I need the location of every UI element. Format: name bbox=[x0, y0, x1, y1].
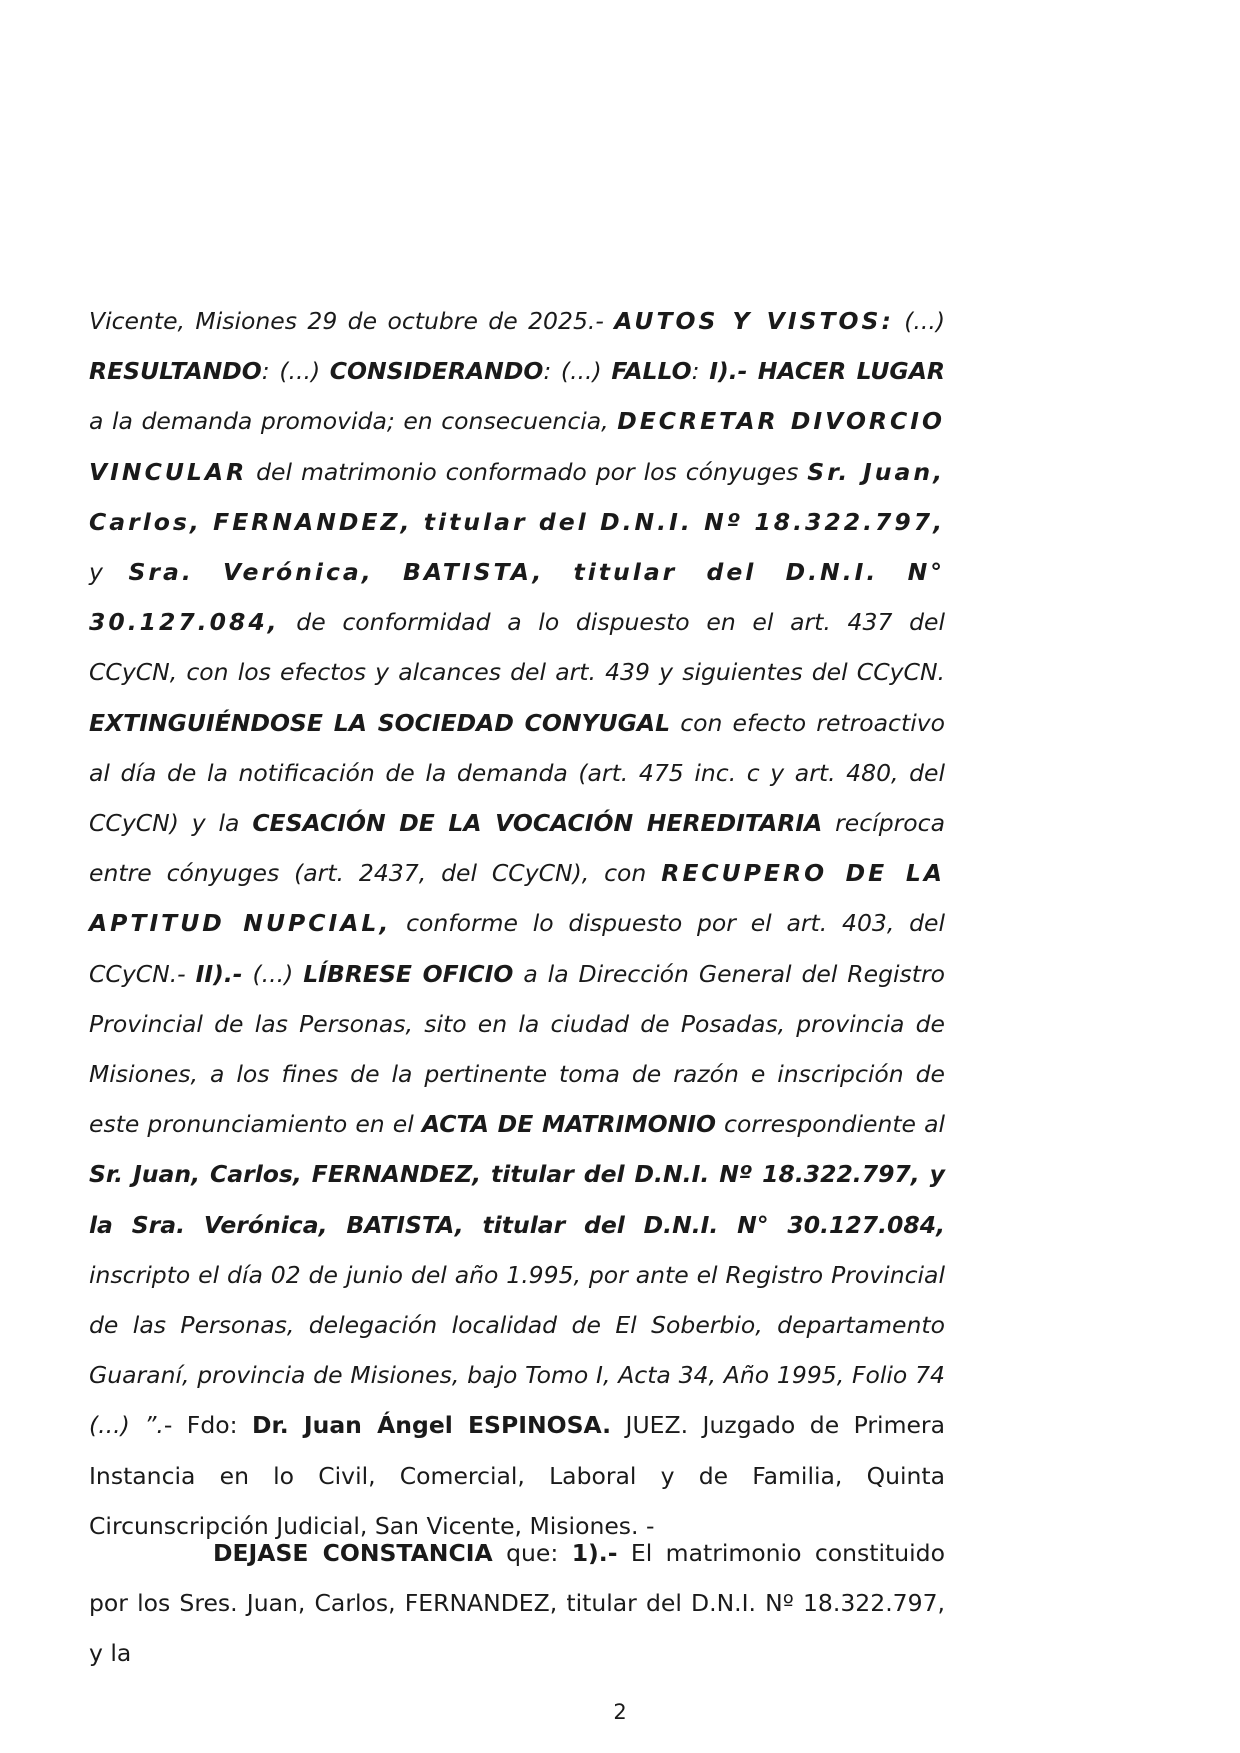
resolution-text: Vicente, Misiones 29 de octubre de 2025.- bbox=[89, 307, 615, 335]
resolution-text: y bbox=[89, 558, 129, 587]
resolution-text: : (...) bbox=[543, 357, 612, 386]
court-text: JUEZ. Juzgado de Primera Instancia en lo Civil, Comercial, Laboral y de Familia, Quinta Circunscripción Judicial, San Vicente, Misiones. - bbox=[89, 1411, 945, 1540]
spouse-2-id: Sra. Verónica, BATISTA, titular del D.N.I. N° 30.127.084, bbox=[89, 558, 945, 637]
decretar-divorcio-heading: DECRETAR DIVORCIO VINCULAR bbox=[89, 407, 945, 486]
extinguiendose-heading: EXTINGUIÉNDOSE LA SOCIEDAD CONYUGAL bbox=[89, 708, 671, 737]
resolution-text: - Fdo: bbox=[163, 1411, 252, 1440]
resolution-text: (...) bbox=[242, 959, 304, 988]
resolution-text: : (...) bbox=[261, 357, 330, 386]
constancia-text: El matrimonio constituido por los Sres. Juan, Carlos, FERNANDEZ, titular del D.N.I. Nº 18.322.797, y la bbox=[89, 1539, 945, 1668]
resolution-text: con efecto retroactivo al día de la notificación de la demanda (art. 475 inc. c y art. 480, del CCyCN) y la bbox=[89, 708, 946, 838]
resolution-text: de conformidad a lo dispuesto en el art. 437 del CCyCN, con los efectos y alcances del art. 439 y siguientes del CCyCN. bbox=[89, 608, 945, 687]
acta-matrimonio-heading: ACTA DE MATRIMONIO bbox=[421, 1110, 716, 1139]
page-number: 2 bbox=[613, 1700, 627, 1724]
fallo-heading: FALLO bbox=[611, 357, 692, 386]
dejase-constancia-heading: DEJASE CONSTANCIA bbox=[213, 1539, 493, 1567]
resolution-text: del matrimonio conformado por los cónyuges bbox=[247, 457, 808, 486]
resolution-text: conforme lo dispuesto por el art. 403, del CCyCN.- bbox=[89, 909, 945, 988]
librese-oficio-heading: LÍBRESE OFICIO bbox=[303, 959, 514, 988]
resolution-text: : bbox=[691, 357, 710, 386]
second-point-heading: II).- bbox=[195, 959, 243, 988]
resolution-text: a la demanda promovida; en consecuencia, bbox=[89, 407, 618, 436]
cesacion-heading: CESACIÓN DE LA VOCACIÓN HEREDITARIA bbox=[252, 809, 823, 838]
resolution-text: (...) bbox=[893, 307, 946, 335]
resolution-text: inscripto el día 02 de junio del año 1.995, por ante el Registro Provincial de las Personas, delegación localidad de El Soberbio, departamento Guaraní, provincia de Misiones, bajo Tomo I, Acta 34, Año 1995, Folio 74 (...) ”. bbox=[89, 1260, 945, 1440]
resolution-paragraph bbox=[89, 296, 945, 1551]
autos-y-vistos-heading: AUTOS Y VISTOS: bbox=[614, 307, 894, 335]
resolution-text: recíproca entre cónyuges (art. 2437, del CCyCN), con bbox=[89, 809, 945, 888]
constancia-paragraph bbox=[89, 1528, 945, 1679]
resultando-heading: RESULTANDO bbox=[89, 357, 262, 386]
resolution-text: a la Dirección General del Registro Provincial de las Personas, sito en la ciudad de Posadas, provincia de Misiones, a los fines de la pertinente toma de razón e inscripción de este pronunciamiento en el bbox=[89, 959, 946, 1139]
constancia-text: que: bbox=[492, 1539, 572, 1567]
recupero-heading: RECUPERO DE LA APTITUD NUPCIAL, bbox=[89, 859, 945, 938]
considerando-heading: CONSIDERANDO bbox=[329, 357, 544, 386]
hacer-lugar-heading: I).- HACER LUGAR bbox=[709, 357, 945, 386]
judge-name: Dr. Juan Ángel ESPINOSA. bbox=[252, 1411, 612, 1440]
resolution-text: correspondiente al bbox=[715, 1110, 945, 1139]
spouses-ids: Sr. Juan, Carlos, FERNANDEZ, titular del D.N.I. Nº 18.322.797, y la Sra. Verónica, BATISTA, titular del D.N.I. N° 30.127.084, bbox=[89, 1160, 945, 1239]
spouse-1-id: Sr. Juan, Carlos, FERNANDEZ, titular del D.N.I. Nº 18.322.797, bbox=[89, 457, 945, 536]
point-one-heading: 1).- bbox=[571, 1539, 618, 1567]
